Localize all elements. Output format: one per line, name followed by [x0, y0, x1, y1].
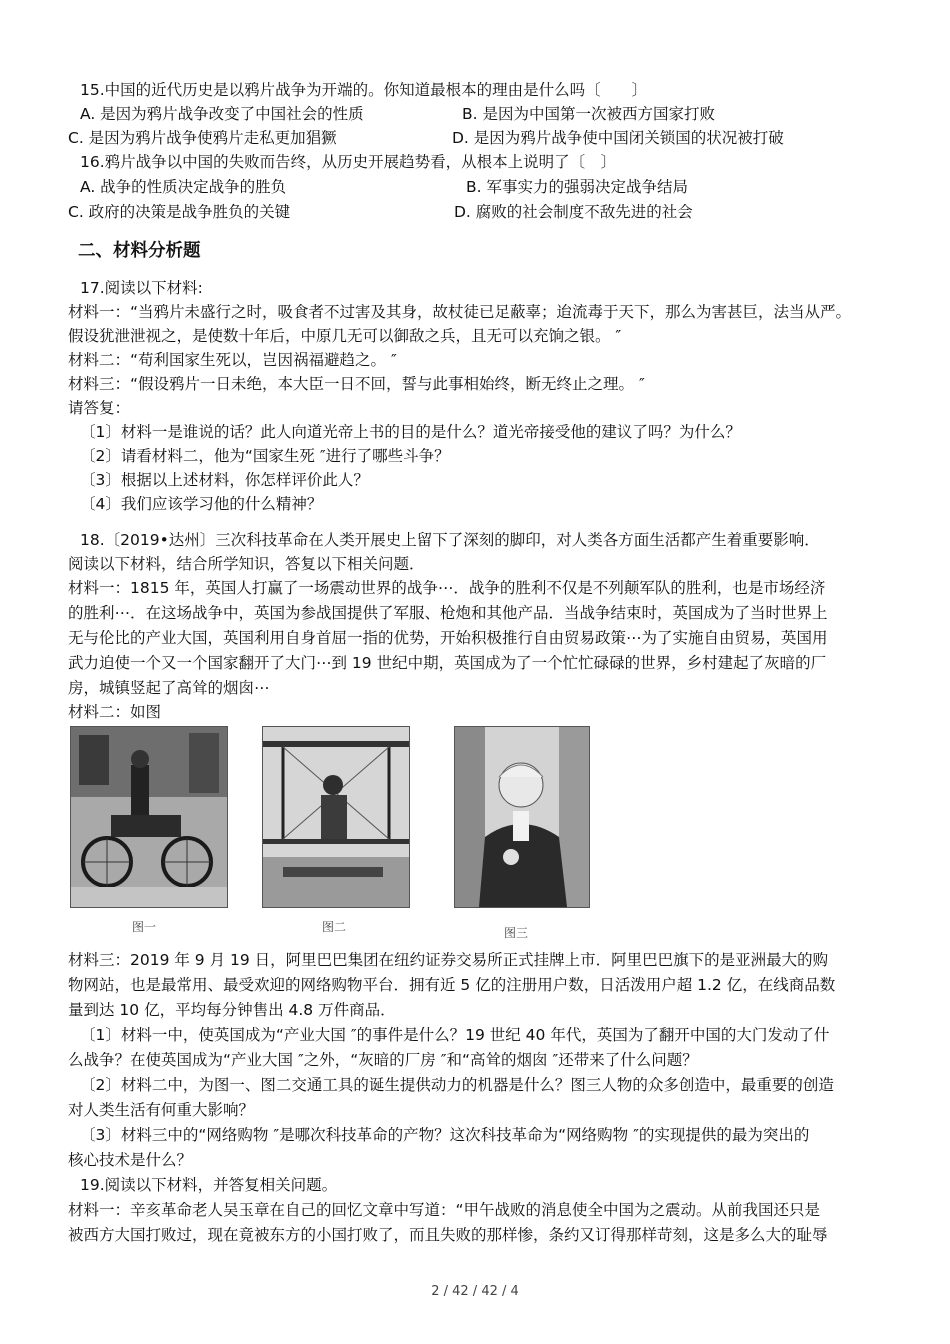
q17-subquestion-2: 〔2〕请看材料二，他为“国家生死 ″进行了哪些斗争？ — [80, 447, 450, 465]
q17-material-2: 材料二：“苟利国家生死以，岂因祸福避趋之。 ″ — [68, 351, 397, 369]
q16-option-b: B. 军事实力的强弱决定战争结局 — [466, 178, 688, 196]
figure-3-caption: 图三 — [504, 926, 529, 940]
q18-material-3-line-3: 量到达 10 亿，平均每分钟售出 4.8 万件商品． — [68, 1001, 396, 1019]
q17-material-1-line-2: 假设犹泄泄视之，是使数十年后，中原几无可以御敌之兵，且无可以充饷之银。 ″ — [68, 327, 622, 345]
early-airplane-illustration — [263, 727, 409, 907]
q18-material-2-label: 材料二：如图 — [68, 703, 162, 721]
figure-2-caption: 图二 — [322, 920, 347, 934]
q17-subquestion-1: 〔1〕材料一是谁说的话？此人向道光帝上书的目的是什么？道光帝接受他的建议了吗？为什么？ — [80, 423, 741, 441]
figure-2-photo-early-airplane — [262, 726, 410, 908]
q17-answer-prompt: 请答复： — [68, 399, 131, 417]
q15-option-d: D. 是因为鸦片战争使中国闭关锁国的状况被打破 — [452, 129, 784, 147]
q18-intro-line-1: 18.〔2019•达州〕三次科技革命在人类开展史上留下了深刻的脚印，对人类各方面生活都产生着重要影响． — [80, 531, 820, 549]
q19-material-1-line-2: 被西方大国打败过，现在竟被东方的小国打败了，而且失败的那样惨，条约又订得那样苛刻，这是多么大的耻辱 — [68, 1226, 828, 1244]
portrait-illustration — [455, 727, 589, 907]
q18-subquestion-3-line-2: 核心技术是什么？ — [68, 1151, 193, 1169]
q18-material-1-line-5: 房，城镇竖起了高耸的烟囱⋯ — [68, 679, 270, 697]
q18-material-1-line-4: 武力迫使一个又一个国家翻开了大门⋯到 19 世纪中期，英国成为了一个忙忙碌碌的世界，乡村建起了灰暗的厂 — [68, 654, 827, 672]
q15-option-c: C. 是因为鸦片战争使鸦片走私更加猖獗 — [68, 129, 337, 147]
q17-subquestion-4: 〔4〕我们应该学习他的什么精神？ — [80, 495, 323, 513]
q15-option-a: A. 是因为鸦片战争改变了中国社会的性质 — [80, 105, 364, 123]
q18-subquestion-2-line-1: 〔2〕材料二中，为图一、图二交通工具的诞生提供动力的机器是什么？图三人物的众多创造中，最重要的创造 — [80, 1076, 834, 1094]
q15-stem: 15.中国的近代历史是以鸦片战争为开端的。你知道最根本的理由是什么吗〔 〕 — [80, 81, 648, 99]
section-heading: 二、材料分析题 — [78, 241, 201, 261]
q16-option-d: D. 腐败的社会制度不敌先进的社会 — [454, 203, 693, 221]
q16-option-a: A. 战争的性质决定战争的胜负 — [80, 178, 287, 196]
q18-subquestion-1-line-1: 〔1〕材料一中，使英国成为“产业大国 ″的事件是什么？19 世纪 40 年代，英国为了翻开中国的大门发动了什 — [80, 1026, 830, 1044]
q18-material-3-line-1: 材料三：2019 年 9 月 19 日，阿里巴巴集团在纽约证券交易所正式挂牌上市．阿里巴巴旗下的是亚洲最大的购 — [68, 951, 829, 969]
q17-intro: 17.阅读以下材料: — [80, 279, 203, 297]
q18-subquestion-2-line-2: 对人类生活有何重大影响？ — [68, 1101, 255, 1119]
figure-1-photo-early-car — [70, 726, 228, 908]
q18-subquestion-1-line-2: 么战争？在使英国成为“产业大国 ″之外，“灰暗的厂房 ″和“高耸的烟囱 ″还带来了什么问题？ — [68, 1051, 698, 1069]
q15-option-b: B. 是因为中国第一次被西方国家打败 — [462, 105, 715, 123]
early-automobile-illustration — [71, 727, 227, 907]
q19-material-1-line-1: 材料一：辛亥革命老人吴玉章在自己的回忆文章中写道：“甲午战败的消息使全中国为之震动。从前我国还只是 — [68, 1201, 821, 1219]
q17-material-1-line-1: 材料一：“当鸦片未盛行之时，吸食者不过害及其身，故杖徒已足蔽辜；迨流毒于天下，那么为害甚巨，法当从严。 — [68, 303, 852, 321]
q16-option-c: C. 政府的决策是战争胜负的关键 — [68, 203, 291, 221]
page-number: 2 / 42 / 42 / 4 — [431, 1284, 519, 1299]
q19-intro: 19.阅读以下材料，并答复相关问题。 — [80, 1176, 338, 1194]
q17-subquestion-3: 〔3〕根据以上述材料，你怎样评价此人？ — [80, 471, 369, 489]
q18-subquestion-3-line-1: 〔3〕材料三中的“网络购物 ″是哪次科技革命的产物？这次科技革命为“网络购物 ″的实现提供的最为突出的 — [80, 1126, 810, 1144]
q16-stem: 16.鸦片战争以中国的失败而告终，从历史开展趋势看，从根本上说明了〔 〕 — [80, 153, 617, 171]
q18-material-1-line-3: 无与伦比的产业大国，英国利用自身首屈一指的优势，开始积极推行自由贸易政策⋯为了实施自由贸易，英国用 — [68, 629, 828, 647]
q18-intro-line-2: 阅读以下材料，结合所学知识，答复以下相关问题． — [68, 555, 425, 573]
q18-material-1-line-2: 的胜利⋯．在这场战争中，英国为参战国提供了军服、枪炮和其他产品．当战争结束时，英国成为了当时世界上 — [68, 604, 828, 622]
q18-material-1-line-1: 材料一：1815 年，英国人打赢了一场震动世界的战争⋯．战争的胜利不仅是不列颠军队的胜利，也是市场经济 — [68, 579, 826, 597]
q18-material-3-line-2: 物网站，也是最常用、最受欢迎的网络购物平台．拥有近 5 亿的注册用户数，日活泼用户超 1.2 亿，在线商品数 — [68, 976, 836, 994]
q17-material-3: 材料三：“假设鸦片一日未绝，本大臣一日不回，誓与此事相始终，断无终止之理。 ″ — [68, 375, 645, 393]
figure-3-photo-portrait — [454, 726, 590, 908]
figure-1-caption: 图一 — [132, 920, 157, 934]
